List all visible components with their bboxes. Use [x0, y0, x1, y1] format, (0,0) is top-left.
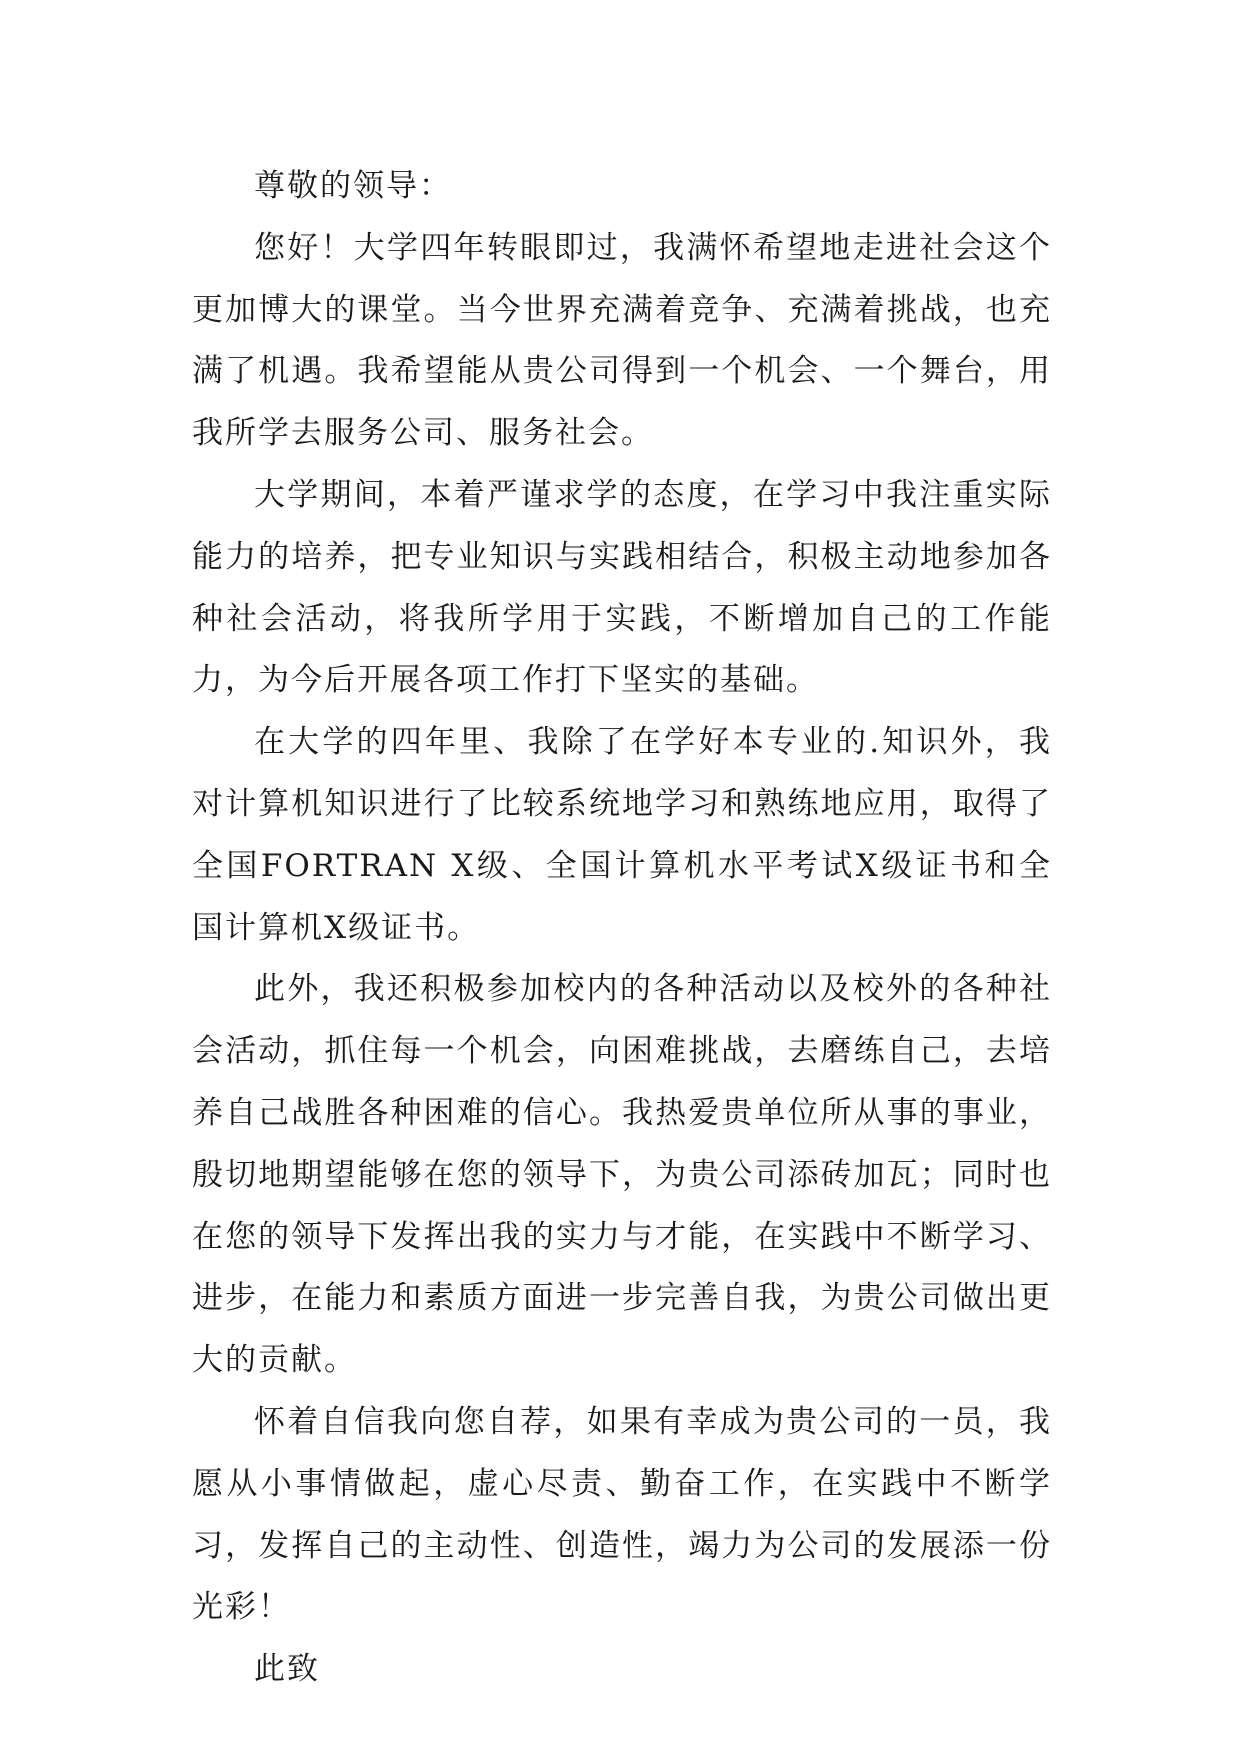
- salutation: 尊敬的领导：: [254, 168, 452, 204]
- paragraph-self-recommendation: 怀着自信我向您自荐，如果有幸成为贵公司的一员，我愿从小事情做起，虚心尽责、勤奋工作，在实践中不断学习，发挥自己的主动性、创造性，竭力为公司的发展添一份光彩！: [192, 1403, 1052, 1626]
- paragraph-greeting: 您好！大学四年转眼即过，我满怀希望地走进社会这个更加博大的课堂。当今世界充满着竞争、充满着挑战，也充满了机遇。我希望能从贵公司得到一个机会、一个舞台，用我所学去服务公司、服务社会。: [192, 229, 1052, 452]
- paragraph-university-study: 大学期间，本着严谨求学的态度，在学习中我注重实际能力的培养，把专业知识与实践相结合，积极主动地参加各种社会活动，将我所学用于实践，不断增加自己的工作能力，为今后开展各项工作打下坚实的基础。: [192, 476, 1052, 699]
- letter-body: [192, 156, 1052, 1701]
- paragraph-activities: 此外，我还积极参加校内的各种活动以及校外的各种社会活动，抓住每一个机会，向困难挑战，去磨练自己，去培养自己战胜各种困难的信心。我热爱贵单位所从事的事业，殷切地期望能够在您的领导下，为贵公司添砖加瓦；同时也在您的领导下发挥出我的实力与才能，在实践中不断学习、进步，在能力和素质方面进一步完善自我，为贵公司做出更大的贡献。: [192, 971, 1052, 1379]
- paragraph-computer-skills: 在大学的四年里、我除了在学好本专业的.知识外，我对计算机知识进行了比较系统地学习和熟练地应用，取得了全国FORTRAN X级、全国计算机水平考试X级证书和全国计算机X级证书。: [192, 724, 1052, 946]
- closing: 此致: [254, 1651, 320, 1688]
